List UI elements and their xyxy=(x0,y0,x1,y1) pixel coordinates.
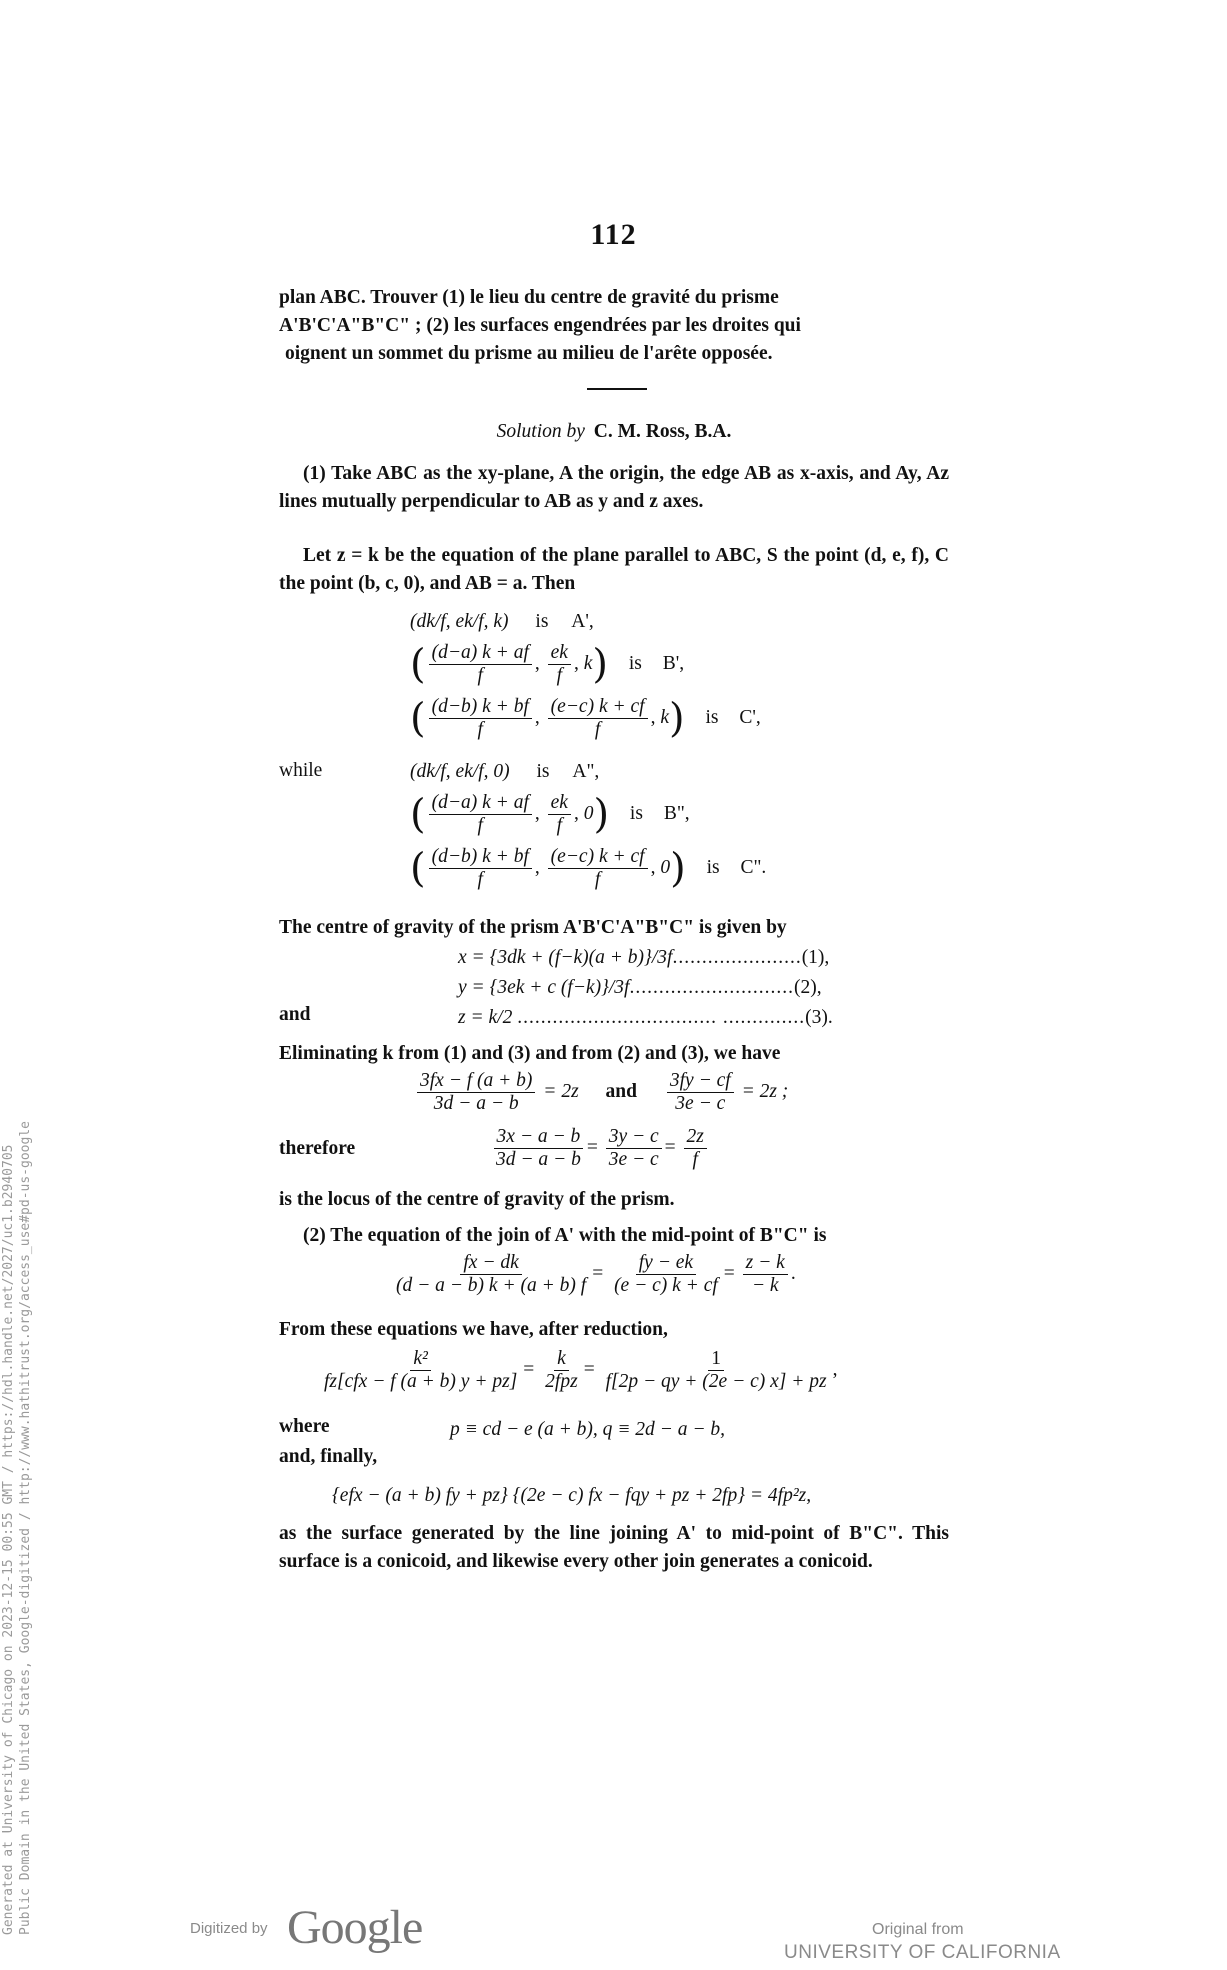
point-a-double-prime xyxy=(410,758,599,786)
math-term: k xyxy=(554,1348,569,1371)
equation-3 xyxy=(458,1004,949,1032)
math-term: 3x − a − b xyxy=(494,1126,584,1149)
closing-text: as the surface generated by the line joining A' to mid-point of B"C". This surface is a conicoid, and likewise every other join generates a conicoid. xyxy=(279,1523,949,1572)
elimination-text: Eliminating k from (1) and (3) and from (2) and (3), we have xyxy=(279,1043,781,1064)
problem-line-3: oignent un sommet du prisme au milieu de l'arête opposée. xyxy=(285,343,773,364)
locus-text: is the locus of the centre of gravity of the prism. xyxy=(279,1189,675,1210)
math-term: and xyxy=(605,1080,637,1102)
math-term: fz[cfx − f (a + b) y + pz] xyxy=(324,1371,518,1392)
watermark-line-1: Generated at University of Chicago on 2023-12-15 00:55 GMT / https://hdl.handle.net/2027/uc1.b2940705 xyxy=(1,1144,16,1935)
digitized-by-label: Digitized by xyxy=(190,1920,268,1937)
math-term: B', xyxy=(662,652,685,674)
math-term: 0 xyxy=(583,802,594,824)
math-term: f xyxy=(477,719,483,740)
institution-label: UNIVERSITY OF CALIFORNIA xyxy=(784,1942,1061,1963)
section-divider xyxy=(587,388,647,390)
math-term: 0 xyxy=(660,856,671,878)
problem-line-2: A'B'C'A"B"C" ; (2) les surfaces engendrées par les droites qui xyxy=(279,315,801,336)
reduction-text: From these equations we have, after reduction, xyxy=(279,1319,668,1340)
math-term: f xyxy=(556,665,562,686)
math-term: is xyxy=(705,706,719,728)
math-term: 3y − c xyxy=(606,1126,662,1149)
math-term: f[2p − qy + (2e − c) x] + pz xyxy=(605,1371,827,1392)
math-term: 3e − c xyxy=(608,1149,659,1170)
math-term: 3d − a − b xyxy=(433,1093,519,1114)
math-term: (3). xyxy=(805,1007,833,1028)
where-label: where xyxy=(279,1416,330,1437)
math-term: f xyxy=(477,869,483,890)
while-label: while xyxy=(279,760,323,781)
math-term: 3fx − f (a + b) xyxy=(417,1070,535,1093)
math-term: 3e − c xyxy=(675,1093,726,1114)
math-term: (d−a) k + af xyxy=(429,792,532,815)
google-logo: Google xyxy=(287,1901,423,1954)
math-term: C', xyxy=(739,706,761,728)
watermark-line-2: Public Domain in the United States, Google-digitized / http://www.hathitrust.org/access_use#pd-us-google xyxy=(18,1121,33,1935)
math-term: k xyxy=(660,706,669,728)
math-term: (2), xyxy=(793,977,822,998)
join-equation: $\frac{fx - dk}{(d - a - b) k + (a + b) f}$ = $\frac{fy - ek}{(e - c) k + cf}$ = $\frac{z - k}{- k}$ . xyxy=(390,1252,796,1297)
solution-author: C. M. Ross, B.A. xyxy=(593,421,732,442)
math-term: ek xyxy=(548,642,571,665)
locus-equation: $\frac{3x - a - b}{3d - a - b}$ = $\frac{3y - c}{3e - c}$ = $\frac{2z}{f}$ xyxy=(490,1126,710,1171)
math-term: = 2z ; xyxy=(741,1080,789,1102)
math-term: is xyxy=(628,652,642,674)
and-label: and xyxy=(279,1004,311,1025)
math-term: 2fpz xyxy=(545,1371,578,1392)
point-b-prime: ( $\frac{(d-a) k + af}{f}$ , $\frac{ek}{f}$ , k) is B', xyxy=(410,641,685,688)
solution-heading xyxy=(279,418,949,446)
math-term: (1), xyxy=(801,947,830,968)
math-term: f xyxy=(477,815,483,836)
math-term: (e−c) k + cf xyxy=(548,696,648,719)
math-term: (e − c) k + cf xyxy=(614,1275,718,1296)
math-term: f xyxy=(594,869,601,890)
math-term: (d − a − b) k + (a + b) f xyxy=(396,1275,587,1296)
math-term: is xyxy=(706,856,720,878)
problem-line-1: plan ABC. Trouver (1) le lieu du centre de gravité du prisme xyxy=(279,287,779,308)
math-term: (d−b) k + bf xyxy=(429,696,532,719)
problem-statement xyxy=(279,284,949,368)
where-definitions: p ≡ cd − e (a + b), q ≡ 2d − a − b, xyxy=(450,1419,725,1440)
math-term: is xyxy=(536,761,550,782)
math-term: 1 xyxy=(708,1348,724,1371)
is-label: is xyxy=(535,611,549,632)
math-term: fx − dk xyxy=(460,1252,521,1275)
math-term: (d−b) k + bf xyxy=(429,846,532,869)
math-term: z − k xyxy=(743,1252,788,1275)
a-prime-label: A', xyxy=(571,611,594,632)
original-from-label: Original from xyxy=(872,1921,964,1938)
finally-label: and, finally, xyxy=(279,1446,378,1467)
point-b-double-prime: ( $\frac{(d-a) k + af}{f}$ , $\frac{ek}{f}$ , 0) is B", xyxy=(410,791,690,838)
math-term: ek xyxy=(548,792,571,815)
math-term: (e−c) k + cf xyxy=(548,846,648,869)
equation-1 xyxy=(458,944,949,972)
math-term: (dk/f, ek/f, 0) xyxy=(410,761,510,782)
final-equation: {efx − (a + b) fy + pz} {(2e − c) fx − fqy + pz + 2fp} = 4fp²z, xyxy=(332,1485,812,1506)
page-number: 112 xyxy=(590,218,637,251)
math-term: 2z xyxy=(684,1126,707,1149)
part-2-text: (2) The equation of the join of A' with the mid-point of B"C" is xyxy=(303,1225,827,1246)
math-term: is xyxy=(629,802,643,824)
solution-prefix: Solution by xyxy=(496,421,585,442)
math-term: A", xyxy=(572,761,600,782)
point-c-double-prime: ( $\frac{(d-b) k + bf}{f}$ , $\frac{(e-c) k + cf}{f}$ , 0) is C". xyxy=(410,845,767,892)
point-a-prime xyxy=(410,608,594,636)
math-term: .................................. .............. xyxy=(517,1007,806,1028)
centre-intro: The centre of gravity of the prism A'B'C'A"B"C" is given by xyxy=(279,917,787,938)
math-term: − k xyxy=(751,1275,779,1296)
reduction-equation: $\frac{\text{k²}}{\text{fz[cfx − f (a + b) y + pz]}}$ = $\frac{k}{\text{2fpz}}$ = $\frac{1}{f[2p - qy + (2e - c) x] + pz}$ , xyxy=(318,1348,838,1393)
therefore-label: therefore xyxy=(279,1138,356,1159)
math-term: 3d − a − b xyxy=(496,1149,581,1170)
math-term: ...................... xyxy=(672,947,802,968)
math-term: y = {3ek + c (f−k)}/3f xyxy=(458,977,630,998)
math-term: C". xyxy=(740,856,767,878)
math-term: k² xyxy=(410,1348,431,1371)
math-term: f xyxy=(594,719,601,740)
math-term: x = {3dk + (f−k)(a + b)}/3f xyxy=(458,947,673,968)
digitization-watermark xyxy=(0,1121,34,1935)
math-term: (d−a) k + af xyxy=(429,642,532,665)
math-term: B", xyxy=(663,802,690,824)
math-term: z = k/2 xyxy=(458,1007,513,1028)
equation-2 xyxy=(458,974,949,1002)
math-term: = 2z xyxy=(543,1080,579,1102)
paragraph-plane: Let z = k be the equation of the plane parallel to ABC, S the point (d, e, f), C the point (b, c, 0), and AB = a. Then xyxy=(279,545,949,594)
elimination-equations xyxy=(414,1070,788,1115)
math-term: fy − ek xyxy=(636,1252,696,1275)
math-term: f xyxy=(556,815,562,836)
a-prime-coords: (dk/f, ek/f, k) xyxy=(410,611,509,632)
math-term: ............................ xyxy=(629,977,794,998)
paragraph-setup: (1) Take ABC as the xy-plane, A the origin, the edge AB as x-axis, and Ay, Az lines mutually perpendicular to AB as y and z axes. xyxy=(279,463,949,512)
point-c-prime: ( $\frac{(d-b) k + bf}{f}$ , $\frac{(e-c) k + cf}{f}$ , k) is C', xyxy=(410,695,761,742)
math-term: k xyxy=(583,652,593,674)
math-term: 3fy − cf xyxy=(667,1070,734,1093)
math-term: f xyxy=(477,665,483,686)
math-term: f xyxy=(692,1149,698,1170)
